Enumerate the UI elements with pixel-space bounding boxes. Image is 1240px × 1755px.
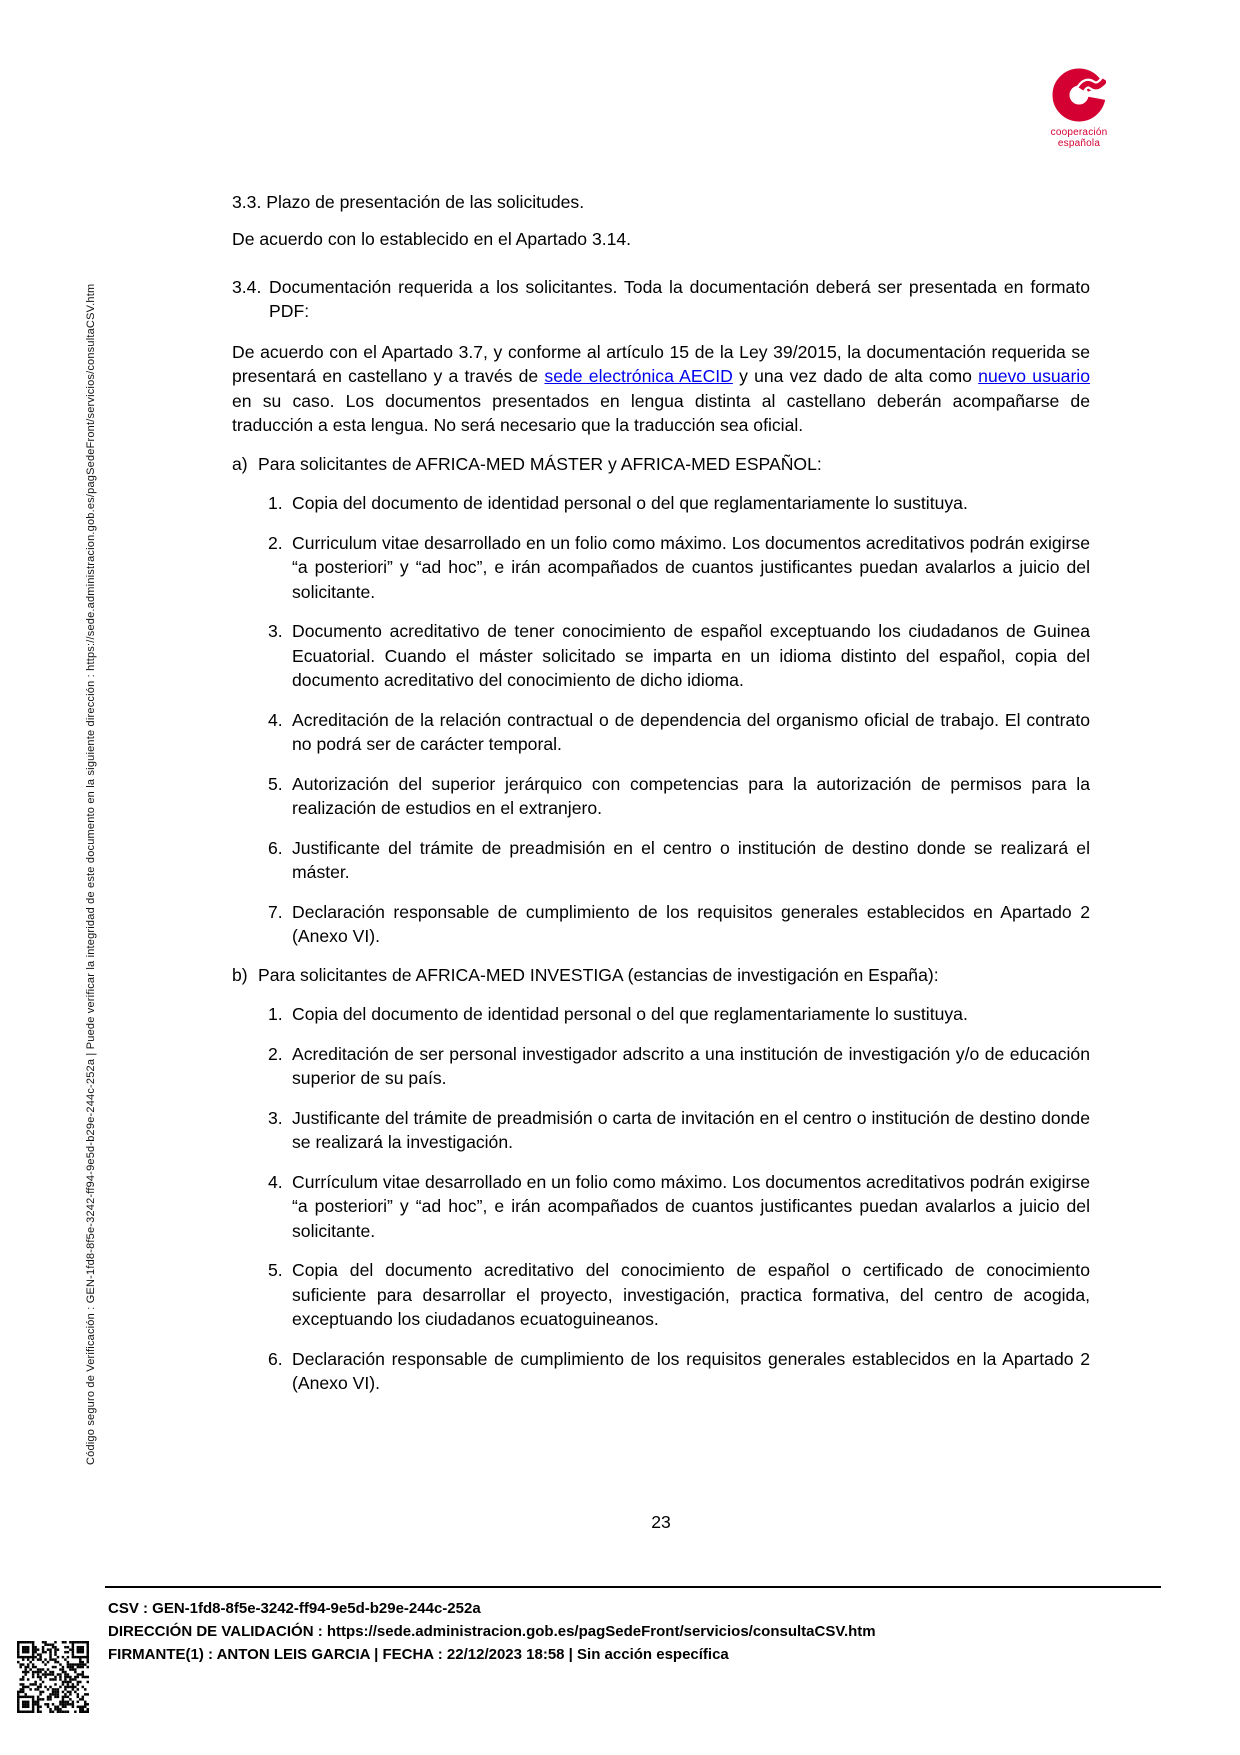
list-a-marker: a) (232, 453, 248, 474)
item-number: 4. (268, 709, 283, 730)
list-b-title: Para solicitantes de AFRICA-MED INVESTIGA (estancias de investigación en España): (258, 964, 939, 985)
list-b-heading (232, 963, 1090, 988)
list-item (268, 1106, 1090, 1155)
item-text: Declaración responsable de cumplimiento de los requisitos generales establecidos en Apartado 2 (Anexo VI). (292, 901, 1090, 946)
item-number: 2. (268, 1043, 283, 1064)
page-number: 23 (651, 1512, 671, 1532)
section-3-4-number: 3.4. (232, 276, 262, 297)
item-number: 3. (268, 1107, 283, 1128)
vertical-verification-text: Código seguro de Verificación : GEN-1fd8-8f5e-3242-ff94-9e5d-b29e-244c-252a | Puede verificar la integridad de este documento en la siguiente dirección : https://sede.administracion.gob.es/pagSedeFront/servicios/consultaCSV.htm (85, 283, 97, 1465)
item-text: Autorización del superior jerárquico con competencias para la autorización de permisos para la realización de estudios en el extranjero. (292, 773, 1090, 818)
intro-paragraph (232, 340, 1090, 438)
list-item (268, 708, 1090, 757)
intro-text-2: y una vez dado de alta como (732, 366, 979, 386)
item-text: Curriculum vitae desarrollado en un folio como máximo. Los documentos acreditativos podrán exigirse “a posteriori” y “ad hoc”, e irán acompañados de cuantos justificantes puedan avalarlos a juicio del solicitante. (292, 532, 1090, 602)
item-text: Documento acreditativo de tener conocimiento de español exceptuando los ciudadanos de Guinea Ecuatorial. Cuando el máster solicitado se imparta en un idioma distinto del español, copia del documento acreditativo del conocimiento de dicho idioma. (292, 621, 1090, 690)
item-number: 5. (268, 1260, 283, 1280)
item-number: 1. (268, 493, 283, 513)
list-item (268, 836, 1090, 885)
section-3-3-body: De acuerdo con lo establecido en el Apartado 3.14. (232, 229, 632, 249)
item-number: 7. (268, 901, 283, 922)
item-text: Copia del documento de identidad personal o del que reglamentariamente lo sustituya. (292, 493, 968, 513)
list-item (268, 1347, 1090, 1396)
item-number: 5. (268, 773, 283, 794)
logo-text-line2: española (1057, 138, 1101, 149)
link-sede-electronica-aecid[interactable]: sede electrónica AECID (544, 366, 733, 386)
logo-text-line1: cooperación (1050, 127, 1108, 138)
list-item (268, 1170, 1090, 1244)
item-number: 6. (268, 1348, 283, 1369)
footer-validation-url: DIRECCIÓN DE VALIDACIÓN : https://sede.administracion.gob.es/pagSedeFront/servicios/consultaCSV.htm (108, 1623, 876, 1640)
item-text: Acreditación de ser personal investigador adscrito a una institución de investigación y/o de educación superior de su país. (292, 1043, 1090, 1088)
item-number: 6. (268, 837, 283, 858)
list-item (268, 491, 1090, 516)
item-text: Justificante del trámite de preadmisión o carta de invitación en el centro o institución de destino donde se realizará la investigación. (292, 1107, 1090, 1152)
item-text: Justificante del trámite de preadmisión en el centro o institución de destino donde se realizará el máster. (292, 837, 1090, 882)
item-number: 3. (268, 621, 283, 641)
footer-signer: FIRMANTE(1) : ANTON LEIS GARCIA | FECHA : 22/12/2023 18:58 | Sin acción específica (108, 1646, 729, 1663)
list-a-heading (232, 452, 1090, 477)
list-b-marker: b) (232, 964, 248, 985)
list-item (268, 900, 1090, 949)
item-number: 1. (268, 1004, 283, 1024)
list-item (268, 531, 1090, 605)
item-text: Declaración responsable de cumplimiento de los requisitos generales establecidos en la Apartado 2 (Anexo VI). (292, 1348, 1090, 1393)
intro-text-3: en su caso. Los documentos presentados en lengua distinta al castellano deberán acompañarse de traducción a esta lengua. No será necesario que la traducción sea oficial. (232, 390, 1090, 435)
list-item (268, 619, 1090, 693)
cooperacion-espanola-logo (1046, 68, 1112, 149)
section-3-4-title (232, 275, 1090, 324)
item-text: Acreditación de la relación contractual o de dependencia del organismo oficial de trabajo. El contrato no podrá ser de carácter temporal. (292, 709, 1090, 754)
list-item (268, 1042, 1090, 1091)
logo-c-icon (1052, 68, 1106, 122)
list-a-title: Para solicitantes de AFRICA-MED MÁSTER y AFRICA-MED ESPAÑOL: (258, 453, 822, 474)
item-text: Currículum vitae desarrollado en un folio como máximo. Los documentos acreditativos podrán exigirse “a posteriori” y “ad hoc”, e irán acompañados de cuantos justificantes puedan avalarlos a juicio del solicitante. (292, 1171, 1090, 1241)
item-number: 4. (268, 1171, 283, 1192)
list-item (268, 772, 1090, 821)
section-3-3-title: 3.3. Plazo de presentación de las solicitudes. (232, 192, 585, 212)
list-item (268, 1002, 1090, 1027)
document-body (232, 190, 1090, 1396)
qr-code (17, 1641, 89, 1713)
footer-csv: CSV : GEN-1fd8-8f5e-3242-ff94-9e5d-b29e-244c-252a (108, 1600, 481, 1617)
link-nuevo-usuario[interactable]: nuevo usuario (978, 366, 1091, 386)
item-text: Copia del documento de identidad personal o del que reglamentariamente lo sustituya. (292, 1004, 968, 1024)
footer-divider (105, 1586, 1161, 1588)
item-number: 2. (268, 532, 283, 553)
item-text: Copia del documento acreditativo del conocimiento de español o certificado de conocimiento suficiente para desarrollar el proyecto, investigación, practica formativa, del centro de acogida, exceptuando los ciudadanos ecuatoguineanos. (292, 1260, 1090, 1329)
section-3-4-text: Documentación requerida a los solicitantes. Toda la documentación deberá ser presentada en formato PDF: (269, 276, 1090, 321)
intro-text-1: De acuerdo con el Apartado 3.7, y conforme al artículo 15 de la Ley 39/2015, la documentación requerida se presentará en castellano y a través de (232, 341, 1090, 386)
list-item (268, 1258, 1090, 1332)
